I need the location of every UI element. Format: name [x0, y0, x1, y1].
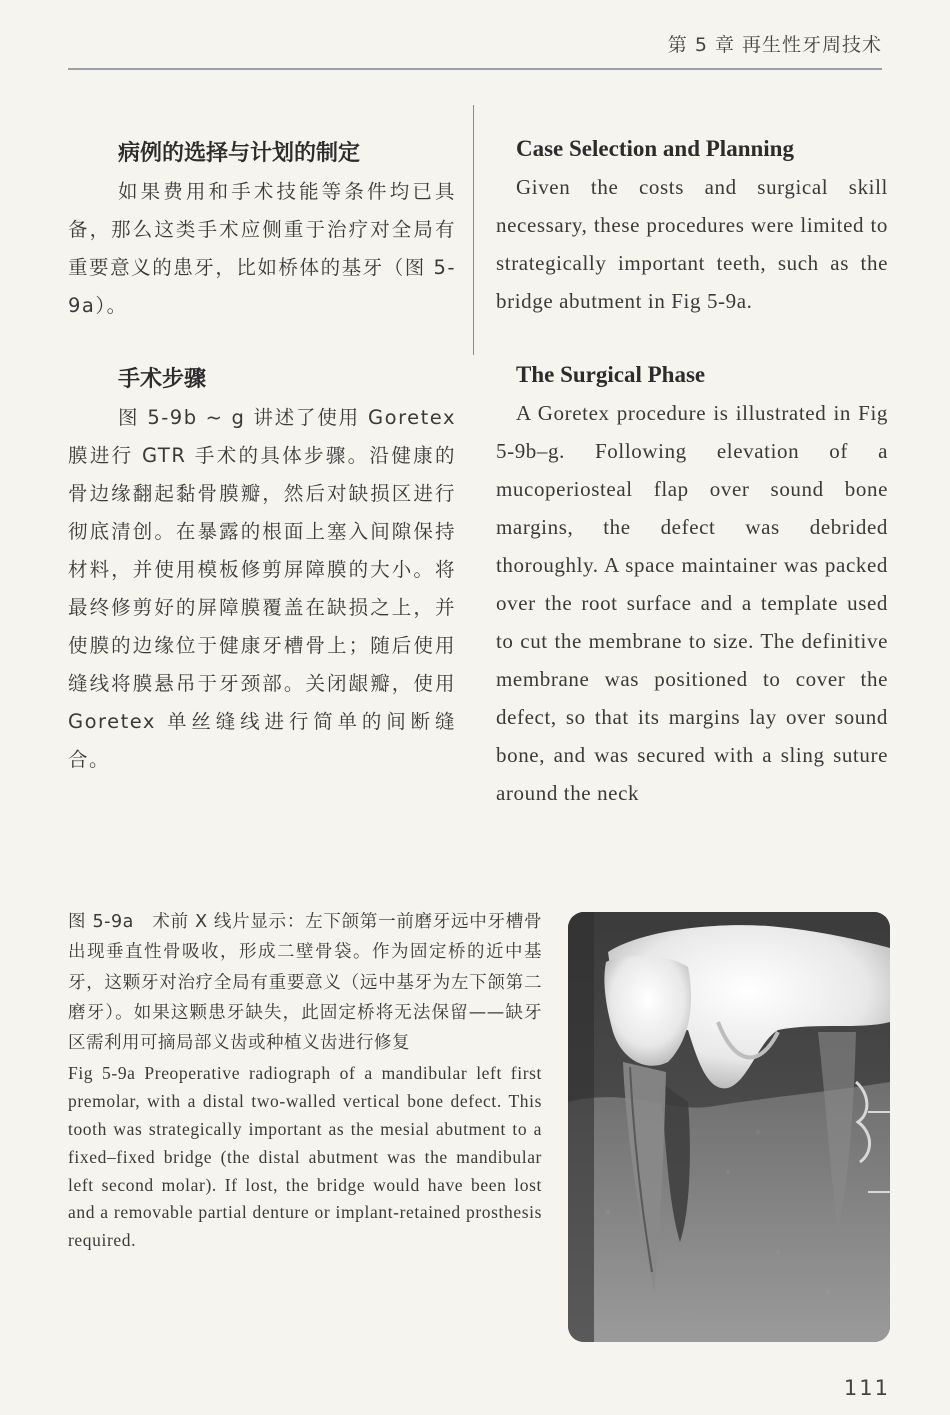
- en-section-case-selection: [496, 136, 888, 320]
- en-section1-body: Given the costs and surgical skill necessary, these procedures were limited to strategically important teeth, such as the bridge abutment in Fig 5-9a.: [496, 175, 888, 313]
- zh-section1-title: 病例的选择与计划的制定: [118, 141, 361, 166]
- page-number: 111: [843, 1376, 890, 1400]
- en-section-surgical-phase: [496, 362, 888, 812]
- zh-section-surgical-phase: [68, 362, 456, 779]
- zh-section2-title: 手术步骤: [118, 367, 207, 392]
- en-section1-title: Case Selection and Planning: [516, 136, 794, 161]
- en-section2-body: A Goretex procedure is illustrated in Fig 5-9b–g. Following elevation of a mucoperiosteal flap over sound bone margins, the defect was debrided thoroughly. A space maintainer was packed over the root surface and a template used to cut the membrane to size. The definitive membrane was positioned to cover the defect, so that its margins lay over sound bone, and was secured with a sling suture around the neck: [496, 401, 888, 805]
- caption-zh: 图 5-9a 术前 X 线片显示：左下颌第一前磨牙远中牙槽骨出现垂直性骨吸收，形成二壁骨袋。作为固定桥的近中基牙，这颗牙对治疗全局有重要意义（远中基牙为左下颌第二磨牙）。如果这颗患牙缺失，此固定桥将无法保留——缺牙区需利用可摘局部义齿或种植义齿进行修复: [68, 912, 542, 1054]
- zh-section2-body: 图 5-9b ~ g 讲述了使用 Goretex 膜进行 GTR 手术的具体步骤。沿健康的骨边缘翻起黏骨膜瓣，然后对缺损区进行彻底清创。在暴露的根面上塞入间隙保持材料，并使用模板修剪屏障膜的大小。将最终修剪好的屏障膜覆盖在缺损之上，并使膜的边缘位于健康牙槽骨上；随后使用缝线将膜悬吊于牙颈部。关闭龈瓣，使用 Goretex 单丝缝线进行简单的间断缝合。: [68, 406, 456, 771]
- figure-caption: [68, 907, 542, 1255]
- zh-section1-body: 如果费用和手术技能等条件均已具备，那么这类手术应侧重于治疗对全局有重要意义的患牙，比如桥体的基牙（图 5-9a）。: [68, 180, 456, 317]
- chapter-title: 第 5 章 再生性牙周技术: [667, 34, 882, 56]
- column-divider: [473, 105, 474, 355]
- page-header: [0, 0, 950, 80]
- header-rule: [68, 68, 882, 70]
- zh-section-case-selection: [68, 136, 456, 325]
- radiograph-image: [568, 912, 890, 1342]
- caption-en: Fig 5-9a Preoperative radiograph of a mandibular left first premolar, with a distal two-walled vertical bone defect. This tooth was strategically important as the mesial abutment to a fixed–fixed bridge (the distal abutment was the mandibular left second molar). If lost, the bridge would have been lost and a removable partial denture or implant-retained prosthesis required.: [68, 1063, 542, 1251]
- en-section2-title: The Surgical Phase: [516, 362, 706, 387]
